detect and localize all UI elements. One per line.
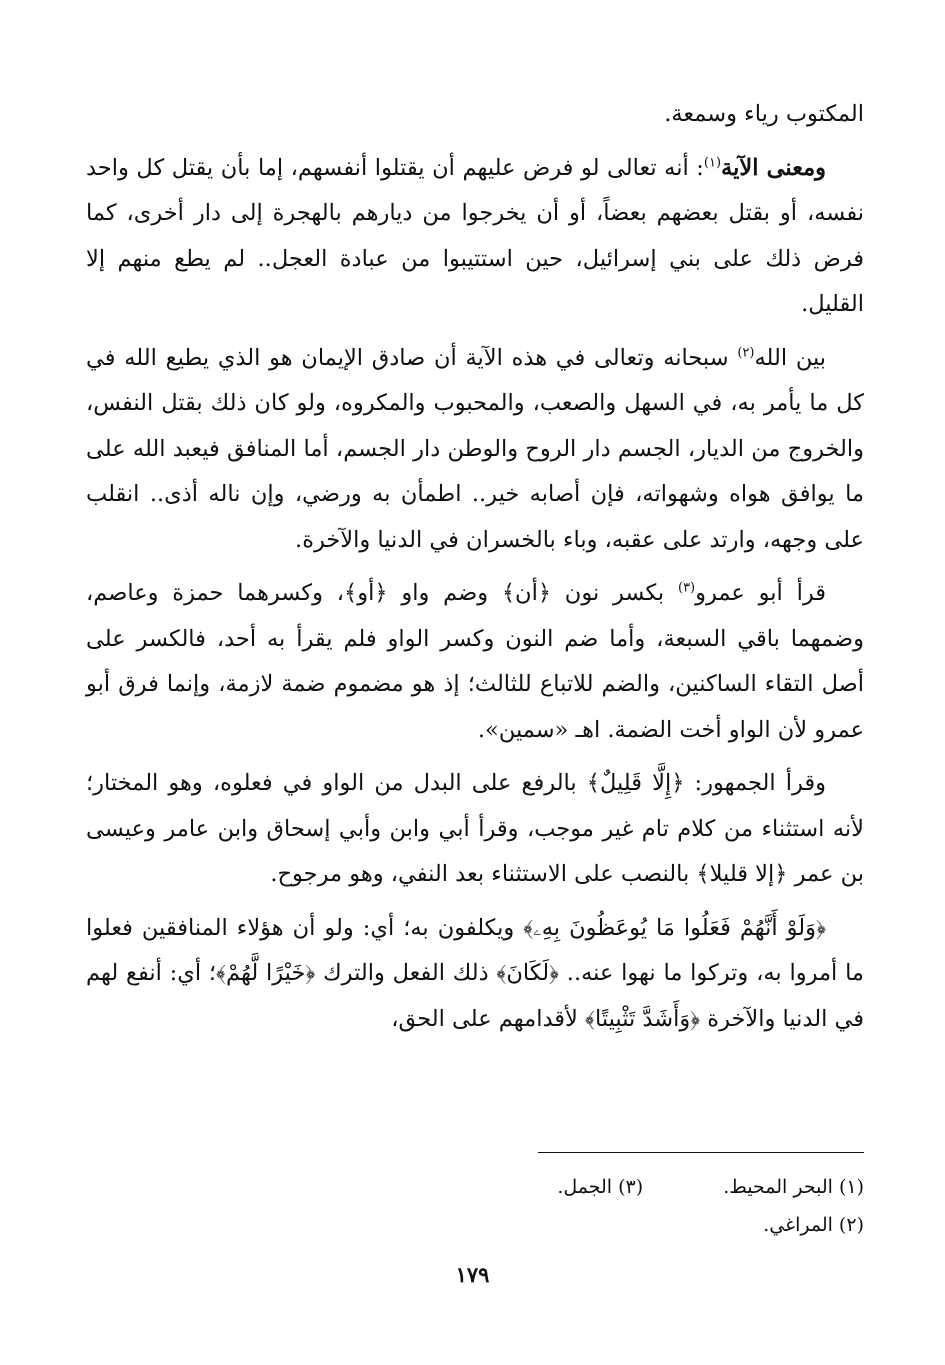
- paragraph-3: [86, 571, 864, 753]
- footnote-ref-2: (٢): [737, 345, 755, 360]
- page-number: ١٧٩: [455, 1262, 490, 1287]
- paragraph-4: وقرأ الجمهور: ﴿إِلَّا قَلِيلٌ﴾ بالرفع على البدل من الواو في فعلوه، وهو المختار؛ لأنه استثناء من كلام تام غير موجب، وقرأ أبي وابن وأبي إسحاق وابن عامر وعيسى بن عمر ﴿إلا قليلا﴾ بالنصب على الاستثناء بعد النفي، وهو مرجوح.: [86, 770, 864, 887]
- footnote-2: (٢) المراغي.: [763, 1214, 864, 1236]
- paragraph-0: المكتوب رياء وسمعة.: [664, 101, 864, 127]
- footnotes: [86, 1168, 864, 1244]
- footnote-ref-3: (٣): [677, 580, 696, 596]
- footnote-row-1: [86, 1168, 864, 1206]
- page-body: [86, 92, 864, 1050]
- footnote-1: (١) البحر المحيط.: [723, 1176, 864, 1198]
- footnote-separator: [538, 1152, 864, 1153]
- verse-meaning-heading: ومعنى الآية: [721, 154, 826, 181]
- paragraph-3-lead: قرأ أبو عمرو: [695, 580, 826, 606]
- paragraph-3-text: بكسر نون ﴿أن﴾ وضم واو ﴿أو﴾، وكسرهما حمزة وعاصم، وضمهما باقي السبعة، وأما ضم النون وكسر الواو فلم يقرأ به أحد، فالكسر على أصل التقاء الساكنين، والضم للاتباع للثالث؛ إذ هو مضموم ضمة لازمة، وإنما فرق أبو عمرو لأن الواو أخت الضمة. اهـ «سمين».: [86, 580, 864, 743]
- paragraph-1: [86, 146, 864, 328]
- paragraph-1-text: : أنه تعالى لو فرض عليهم أن يقتلوا أنفسهم، إما بأن يقتل كل واحد نفسه، أو بقتل بعضهم بعضاً، أو أن يخرجوا من ديارهم بالهجرة إلى دار أخرى، كما فرض ذلك على بني إسرائيل، حين استتيبوا من عبادة العجل.. لم يطع منهم إلا القليل.: [86, 154, 864, 317]
- paragraph-2-text: سبحانه وتعالى في هذه الآية أن صادق الإيمان هو الذي يطيع الله في كل ما يأمر به، في السهل والصعب، والمحبوب والمكروه، ولو كان ذلك بقتل النفس، والخروج من الديار، الجسم دار الروح والوطن دار الجسم، أما المنافق فيعبد الله على ما يوافق هواه وشهواته، فإن أصابه خير.. اطمأن به ورضي، وإن ناله أذى.. انقلب على وجهه، وارتد على عقبه، وباء بالخسران في الدنيا والآخرة.: [86, 344, 864, 553]
- footnote-row-2: [86, 1206, 864, 1244]
- footnote-3: (٣) الجمل.: [557, 1176, 644, 1198]
- paragraph-5: ﴿وَلَوْ أَنَّهُمْ فَعَلُوا مَا يُوعَظُونَ بِهِۦ﴾ ويكلفون به؛ أي: ولو أن هؤلاء المنافقين فعلوا ما أمروا به، وتركوا ما نهوا عنه.. ﴿لَكَانَ﴾ ذلك الفعل والترك ﴿خَيْرًا لَّهُمْ﴾؛ أي: أنفع لهم في الدنيا والآخرة ﴿وَأَشَدَّ تَثْبِيتًا﴾ لأقدامهم على الحق،: [86, 914, 864, 1032]
- paragraph-2: [86, 336, 864, 564]
- paragraph-2-lead: بين الله: [754, 344, 827, 371]
- footnote-ref-1: (١): [703, 155, 722, 170]
